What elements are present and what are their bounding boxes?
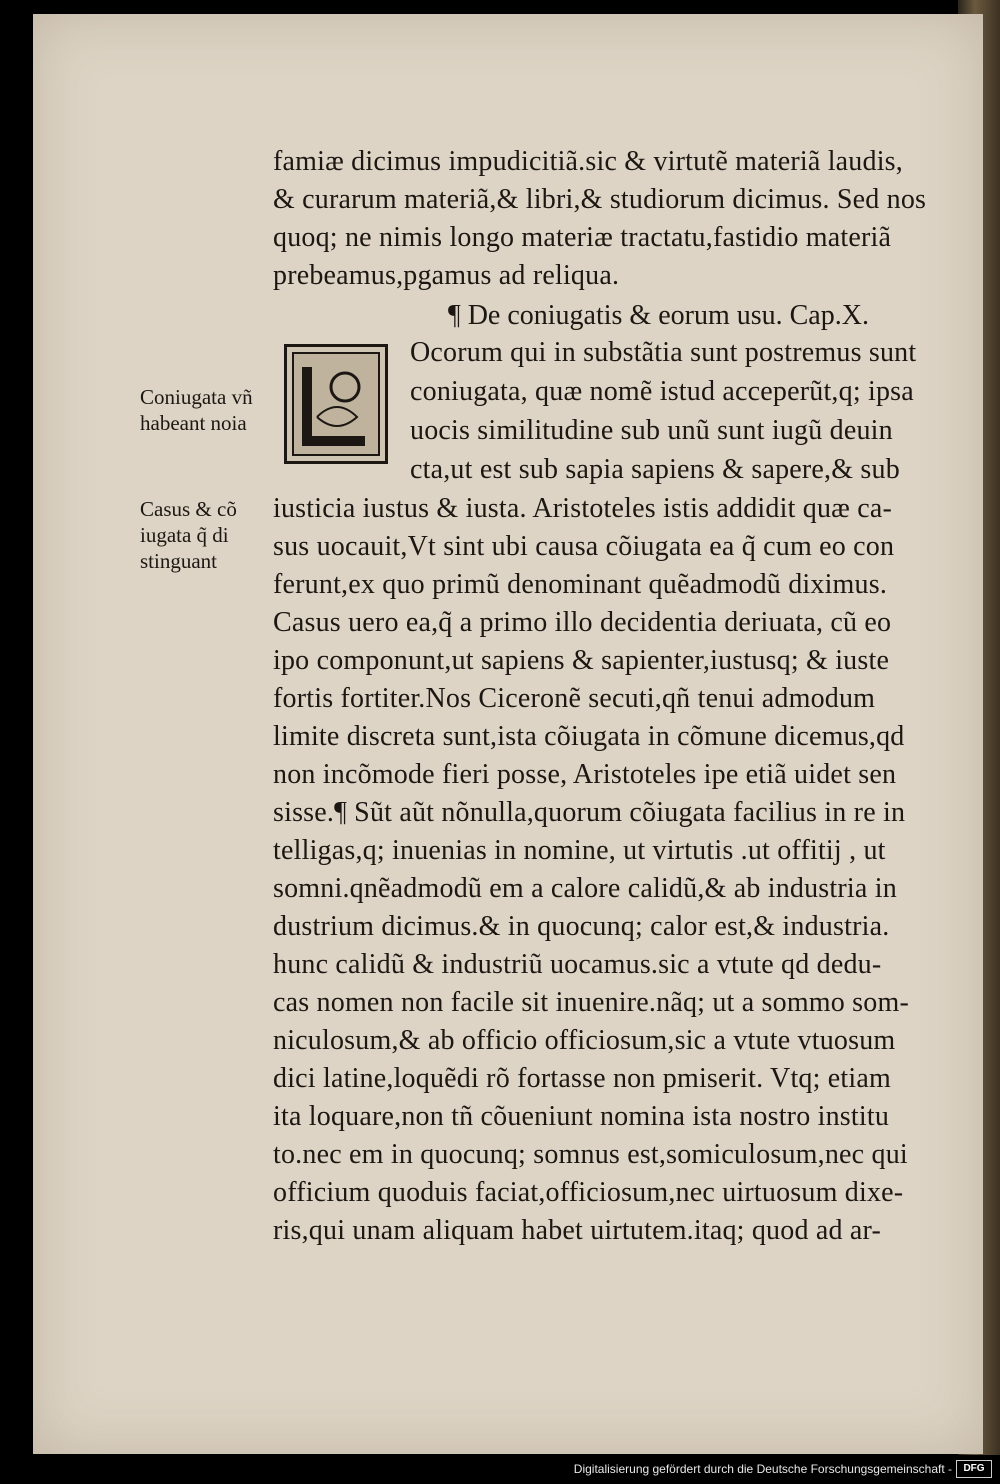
chapter-heading: ¶ De coniugatis & eorum usu. Cap.X. — [448, 300, 869, 331]
text-line: uocis similitudine sub unũ sunt iugũ deuin — [410, 415, 893, 446]
dfg-logo: DFG — [956, 1460, 992, 1478]
text-line: ferunt,ex quo primũ denominant quẽadmodũ diximus. — [273, 569, 888, 600]
text-line: cas nomen non facile sit inuenire.nãq; ut a sommo som- — [273, 987, 909, 1018]
text-line: somni.qnẽadmodũ em a calore calidũ,& ab industria in — [273, 873, 897, 904]
text-line: limite discreta sunt,ista cõiugata in cõmune dicemus,qd — [273, 721, 905, 752]
text-line: hunc calidũ & industriũ uocamus.sic a vtute qd dedu- — [273, 949, 882, 980]
margin-note: Casus & cõ iugata q̃ di stinguant — [140, 497, 237, 573]
text-line: to.nec em in quocunq; somnus est,somiculosum,nec qui — [273, 1139, 908, 1170]
text-line: officium quoduis faciat,officiosum,nec uirtuosum dixe- — [273, 1177, 904, 1208]
text-line: coniugata, quæ nomẽ istud acceperũt,q; ipsa — [410, 376, 914, 407]
text-line: famiæ dicimus impudicitiã.sic & virtutẽ materiã laudis, — [273, 146, 903, 177]
text-line: cta,ut est sub sapia sapiens & sapere,& sub — [410, 454, 900, 485]
text-line: quoq; ne nimis longo materiæ tractatu,fastidio materiã — [273, 222, 892, 253]
text-line: ris,qui unam aliquam habet uirtutem.itaq; quod ad ar- — [273, 1215, 881, 1246]
text-line: dici latine,loquẽdi rõ fortasse non pmiserit. Vtq; etiam — [273, 1063, 891, 1094]
decorated-initial — [284, 344, 388, 464]
text-line: Casus uero ea,q̃ a primo illo decidentia deriuata, cũ eo — [273, 607, 892, 638]
funding-notice: Digitalisierung gefördert durch die Deutsche Forschungsgemeinschaft - — [573, 1462, 952, 1476]
text-line: niculosum,& ab officio officiosum,sic a vtute vtuosum — [273, 1025, 896, 1056]
text-line: fortis fortiter.Nos Ciceronẽ secuti,qñ tenui admodum — [273, 683, 876, 714]
text-line: & curarum materiã,& libri,& studiorum dicimus. Sed nos — [273, 184, 927, 215]
text-line: dustrium dicimus.& in quocunq; calor est,& industria. — [273, 911, 890, 942]
text-line: ipo componunt,ut sapiens & sapienter,iustusq; & iuste — [273, 645, 890, 676]
text-line: Ocorum qui in substãtia sunt postremus sunt — [410, 337, 917, 368]
margin-note: Coniugata vñ habeant noia — [140, 385, 253, 435]
text-line: ita loquare,non tñ cõueniunt nomina ista nostro institu — [273, 1101, 890, 1132]
initial-ornament-icon — [287, 347, 385, 461]
text-line: non incõmode fieri posse, Aristoteles ipe etiã uidet sen — [273, 759, 897, 790]
text-line: prebeamus,pgamus ad reliqua. — [273, 260, 620, 291]
text-line: iusticia iustus & iusta. Aristoteles istis addidit quæ ca- — [273, 493, 893, 524]
text-line: sus uocauit,Vt sint ubi causa cõiugata ea q̃ cum eo con — [273, 531, 895, 562]
text-line: sisse.¶ Sũt aũt nõnulla,quorum cõiugata facilius in re in — [273, 797, 906, 828]
text-line: telligas,q; inuenias in nomine, ut virtutis .ut offitij , ut — [273, 835, 886, 866]
